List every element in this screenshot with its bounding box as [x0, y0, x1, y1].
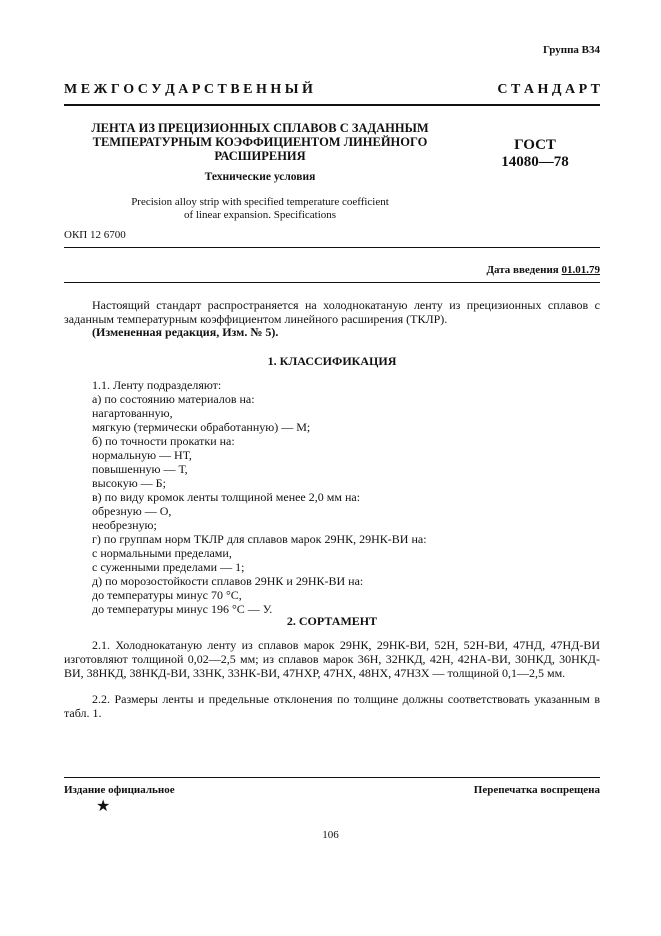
introduction-date — [486, 264, 600, 276]
section-heading-classification: 1. КЛАССИФИКАЦИЯ — [267, 354, 397, 368]
group-code: Группа В34 — [542, 44, 600, 56]
list-item: необрезную; — [92, 518, 157, 532]
star-icon: ★ — [96, 798, 111, 815]
list-item: до температуры минус 196 °С — У. — [92, 602, 273, 616]
intro-paragraph: Настоящий стандарт распространяется на холоднокатаную ленту из прецизионных сплавов с заданным температурным коэффициентом линейного расширения (ТКЛР). — [64, 298, 600, 326]
interstate-standard-banner — [64, 82, 600, 98]
date-divider — [64, 282, 600, 283]
amendment-note: (Измененная редакция, Изм. № 5). — [92, 325, 279, 339]
document-subtitle: Технические условия — [204, 171, 316, 183]
list-item: нагартованную, — [92, 406, 173, 420]
list-item: б) по точности прокатки на: — [92, 434, 235, 448]
list-item: с суженными пределами — 1; — [92, 560, 245, 574]
document-title: ЛЕНТА ИЗ ПРЕЦИЗИОННЫХ СПЛАВОВ С ЗАДАННЫМ ТЕМПЕРАТУРНЫМ КОЭФФИЦИЕНТОМ ЛИНЕЙНОГО РАСШИРЕНИЯ — [91, 121, 429, 163]
classification-list — [92, 378, 427, 616]
list-item: д) по морозостойкости сплавов 29НК и 29НК-ВИ на: — [92, 574, 364, 588]
list-item: с нормальными пределами, — [92, 546, 232, 560]
list-item: а) по состоянию материалов на: — [92, 392, 255, 406]
page-number: 106 — [322, 829, 339, 841]
paragraph-2-1: 2.1. Холоднокатаную ленту из сплавов марок 29НК, 29НК-ВИ, 52Н, 52Н-ВИ, 47НД, 47НД-ВИ изготовляют толщиной 0,02—2,5 мм; из сплавов марок 36Н, 32НКД, 42Н, 42НА-ВИ, 30НКД, 30НКД-ВИ, 38НКД, 38НКД-ВИ, 33НК, 33НК-ВИ, 47НХР, 47НХ, 48НХ, 47Н3Х — толщиной 0,1—2,5 мм. — [64, 638, 600, 680]
okp-code: ОКП 12 6700 — [64, 229, 126, 241]
list-item: г) по группам норм ТКЛР для сплавов марок 29НК, 29НК-ВИ на: — [92, 532, 427, 546]
banner-word-2: С Т А Н Д А Р Т — [497, 82, 600, 97]
list-item: нормальную — НТ, — [92, 448, 192, 462]
list-item: высокую — Б; — [92, 476, 166, 490]
list-item: 1.1. Ленту подразделяют: — [92, 378, 222, 392]
list-item: повышенную — Т, — [92, 462, 188, 476]
gost-designation — [480, 137, 590, 171]
date-label: Дата введения — [486, 264, 559, 276]
title-divider — [64, 247, 600, 248]
list-item: обрезную — О, — [92, 504, 172, 518]
english-title: Precision alloy strip with specified temperature coefficient of linear expansion. Specifications — [131, 196, 389, 221]
paragraph-2-2: 2.2. Размеры ленты и предельные отклонения по толщине должны соответствовать указанным в табл. 1. — [64, 692, 600, 720]
list-item: до температуры минус 70 °С, — [92, 588, 242, 602]
list-item: в) по виду кромок ленты толщиной менее 2,0 мм на: — [92, 490, 361, 504]
list-item: мягкую (термически обработанную) — М; — [92, 420, 311, 434]
footer-divider — [64, 777, 600, 778]
header-divider — [64, 104, 600, 106]
banner-word-1: М Е Ж Г О С У Д А Р С Т В Е Н Н Ы Й — [64, 82, 313, 97]
reprint-prohibited-label: Перепечатка воспрещена — [473, 784, 600, 796]
section-heading-assortment: 2. СОРТАМЕНТ — [286, 614, 378, 628]
official-edition-label: Издание официальное — [64, 784, 175, 796]
gost-label: ГОСТ — [514, 137, 556, 153]
date-value: 01.01.79 — [561, 264, 600, 276]
gost-number: 14080—78 — [501, 154, 569, 170]
